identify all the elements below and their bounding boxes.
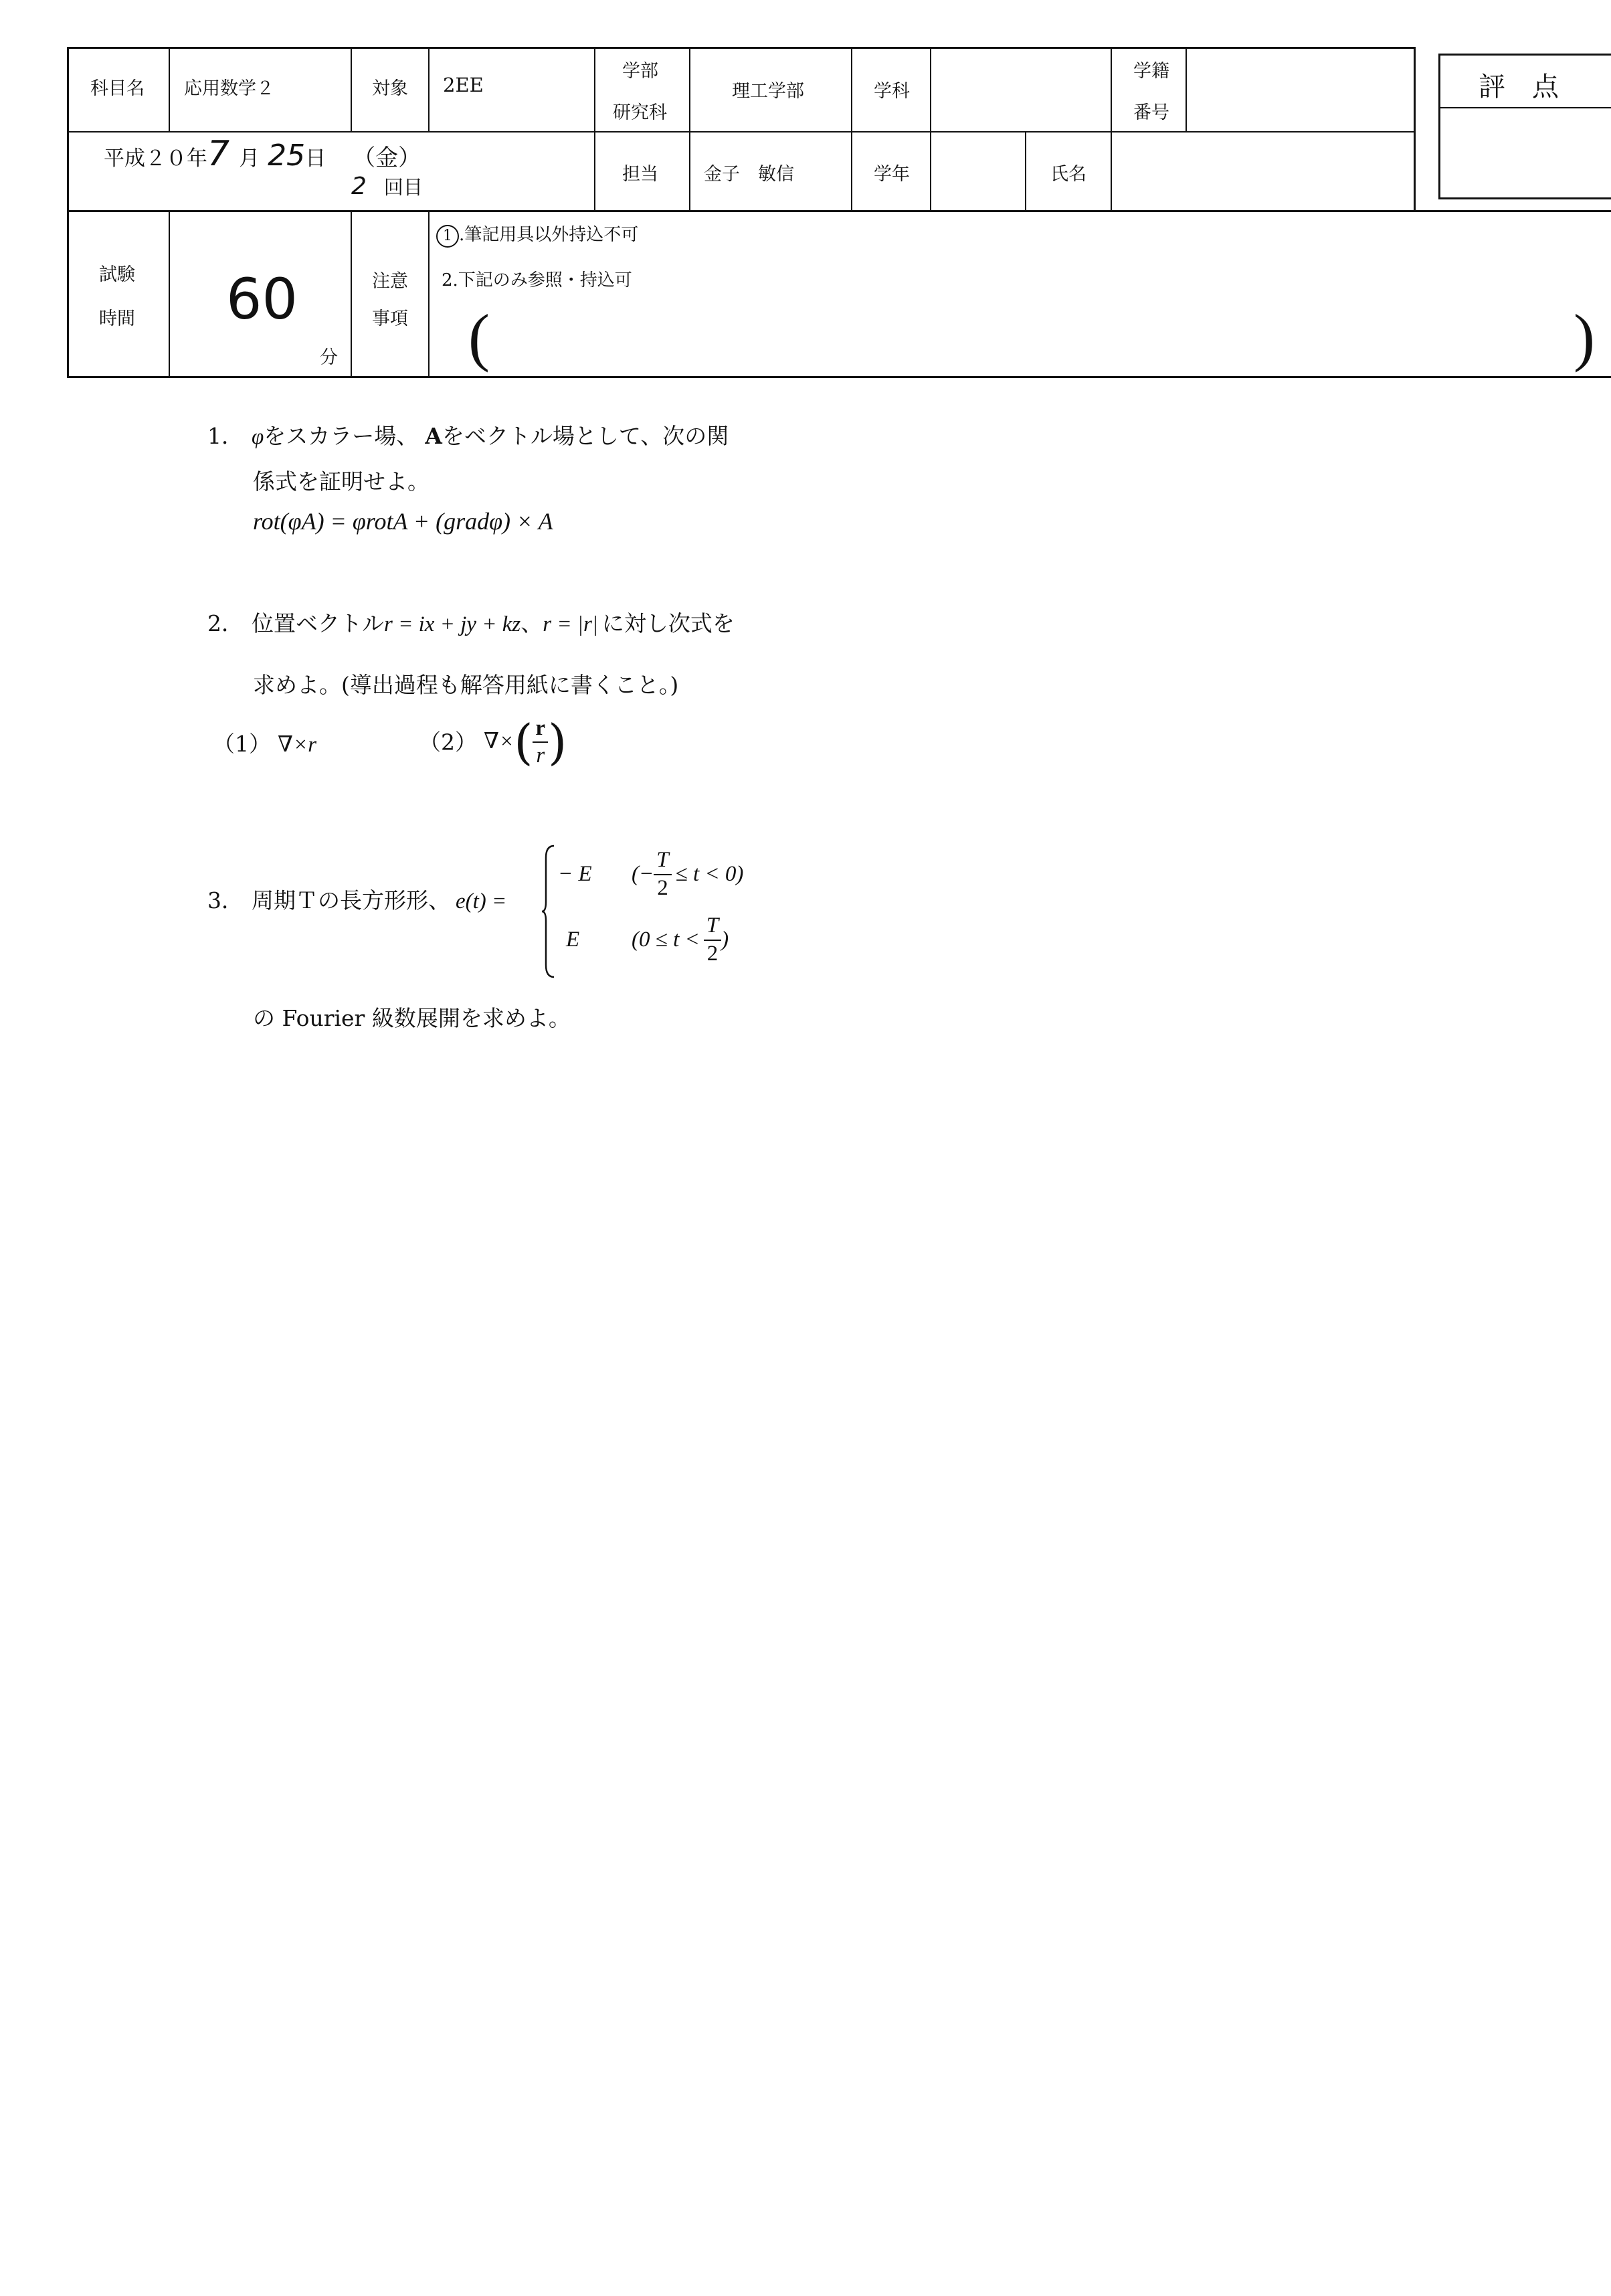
problem-3-case-2-cond-post: ) [721,927,729,952]
problem-2-text-b: に対し次式を [601,610,735,636]
problem-1-text-d: をベクトル場として、次の関 [442,423,729,449]
problem-3-case-2 [558,913,729,967]
teacher-value: 金子 敏信 [704,164,794,185]
department-label: 学科 [874,81,910,102]
problem-3-text-a: 周期Ｔの長方形形、 [252,887,450,913]
exam-date [104,134,421,174]
allowed-items-bracket-left: ( [468,301,490,373]
header-border-bottom [67,376,1611,378]
name-label: 氏名 [1050,164,1086,185]
problem-2-sub-2 [419,713,567,771]
notes-label-1: 注意 [372,271,408,292]
student-no-label-2: 番号 [1133,102,1169,123]
problem-1-line-1 [207,423,729,451]
header-col-time [169,210,170,378]
date-month-unit: 月 [239,147,260,171]
problem-1-formula: rot(φA) = φrotA + (gradφ) × A [253,508,553,535]
problem-3-case-2-numerator: T [704,913,721,941]
problem-3-case-1-cond-post: ≤ t < 0) [675,861,744,886]
problem-2-sub-2-fraction [533,715,548,770]
problem-3-case-1-value: − E [558,861,592,886]
header-col-target-val [428,47,430,133]
problem-1-number: 1． [207,423,244,449]
problem-2-sub-2-denominator: r [536,743,545,768]
date-weekday: （金） [353,145,421,171]
header-col-faculty [594,47,595,212]
header-col-subject [169,47,170,133]
problem-2-line-2: 求めよ。(導出過程も解答用紙に書くこと。) [253,672,679,698]
time-label-1: 試験 [99,264,135,285]
notes-label-2: 事項 [372,308,408,329]
problem-2-sub-2-label: （2） [419,729,477,756]
grade-label: 学年 [874,164,910,185]
problem-2-position-vector: r = ix + jy + kz [384,612,521,636]
problem-3-case-2-cond-pre: (0 ≤ t < [632,927,700,952]
problem-3-case-2-value: E [566,927,580,952]
header-col-dept [851,47,852,212]
note-1-number: 1 [436,225,459,248]
faculty-label-2: 研究科 [613,102,667,123]
problem-3-number: 3． [207,887,244,913]
header-col-stuno-val [1186,47,1187,133]
note-2: 2.下記のみ参照・持込可 [442,270,632,290]
problem-3-brace [541,845,557,978]
time-unit: 分 [320,347,338,368]
header-border-row1 [67,131,1414,133]
header-col-grade-val [1025,131,1026,212]
problem-2-sub-2-numerator: r [533,715,548,743]
problem-2-sub-2-prefix: ∇× [484,729,514,754]
session-unit: 回目 [383,176,423,199]
problem-3-lhs: e(t) = [456,889,507,913]
problem-2-sub-1-label: （1） [213,731,271,757]
header-border-top [67,47,1414,49]
header-col-time-val [351,210,352,378]
subject-label: 科目名 [90,78,145,99]
problem-3-case-1-fraction [654,847,671,901]
header-border-row2 [67,210,1611,212]
subject-value: 応用数学２ [184,78,274,99]
problem-1-text-b: をスカラー場、 [264,423,419,449]
exam-session [351,173,423,200]
brace-icon [541,845,557,978]
problem-1-line-2: 係式を証明せよ。 [253,468,430,495]
problem-2-magnitude: r = |r| [543,612,598,636]
problem-1-vector-a: A [425,423,442,449]
problem-2-separator: 、 [520,610,543,636]
target-label: 対象 [372,78,408,99]
problem-3-case-2-denominator: 2 [706,941,719,966]
problem-3-case-1-cond-pre: (− [632,861,654,886]
header-col-dept-val [930,47,931,212]
score-label: 評 点 [1479,72,1559,102]
problem-3-case-2-fraction [704,913,721,967]
problem-2-line-1 [207,610,735,638]
date-day-unit: 日 [305,147,326,171]
time-value: 60 [226,266,298,332]
time-label-2: 時間 [99,308,135,329]
date-day: 25 [268,139,306,173]
note-1 [436,221,638,248]
problem-3-case-1 [558,847,743,901]
problem-3-case-1-denominator: 2 [657,875,668,900]
problem-2-text-a: 位置ベクトル [252,610,384,636]
problem-1-phi: φ [252,425,264,449]
score-box-divider [1438,107,1611,108]
header-col-faculty-val [689,47,690,212]
allowed-items-bracket-right: ) [1574,301,1595,373]
date-era: 平成２０年 [104,147,207,171]
header-border-left [67,47,69,378]
problem-2-number: 2． [207,610,244,636]
faculty-value: 理工学部 [732,81,804,102]
session-number: 2 [351,173,367,200]
teacher-label: 担当 [622,164,658,185]
note-1-text: .筆記用具以外持込不可 [459,225,639,245]
problem-3-line-2: の Fourier 級数展開を求めよ。 [253,1005,571,1031]
header-col-notes [428,210,430,378]
header-col-right [1414,47,1416,212]
problem-3-line-1 [207,887,506,915]
problem-2-sub-1 [213,731,316,759]
problem-2-sub-2-paren-right: ) [548,714,567,770]
problem-2-sub-1-formula: ∇×r [278,733,317,757]
date-month: 7 [207,134,230,174]
header-col-stuno [1111,47,1112,212]
problem-3-case-1-numerator: T [654,847,671,875]
faculty-label-1: 学部 [622,61,658,82]
target-value: 2EE [443,74,484,96]
problem-2-sub-2-paren-left: ( [514,714,533,770]
student-no-label-1: 学籍 [1133,61,1169,82]
header-col-target [351,47,352,133]
